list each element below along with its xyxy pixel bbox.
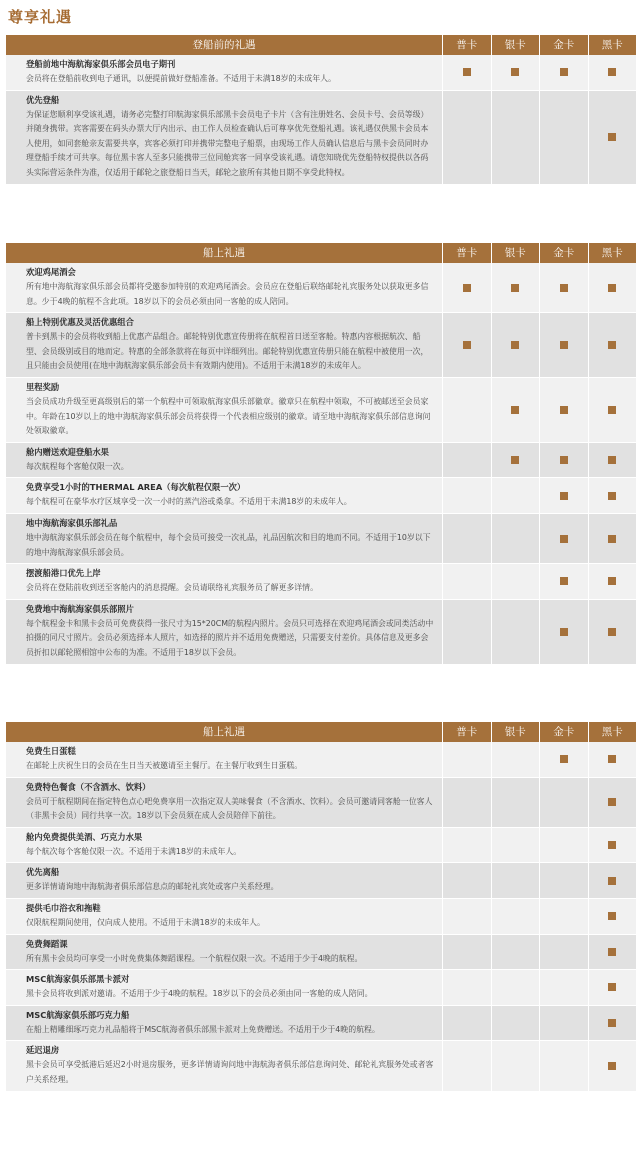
benefit-row <box>6 742 636 778</box>
tier-cell-regular <box>442 828 491 863</box>
tier-cell-regular <box>442 742 491 777</box>
benefit-row <box>6 564 636 600</box>
benefit-row <box>6 778 636 828</box>
included-marker-icon <box>560 406 568 414</box>
section-title: 船上礼遇 <box>203 726 245 738</box>
tier-cell-regular <box>442 263 491 312</box>
tier-header-black: 黑卡 <box>588 722 637 742</box>
tier-cell-gold <box>539 443 588 478</box>
benefit-text <box>6 91 442 184</box>
tier-cell-black <box>588 899 637 934</box>
tier-cell-regular <box>442 313 491 377</box>
included-marker-icon <box>560 456 568 464</box>
benefit-row <box>6 1006 636 1042</box>
tier-cell-regular <box>442 863 491 898</box>
included-marker-icon <box>608 492 616 500</box>
section-pre-boarding <box>6 35 636 185</box>
benefit-title: 登船前地中海航海家俱乐部会员电子期刊 <box>26 59 176 69</box>
benefit-title: 免费特色餐食（不含酒水、饮料） <box>26 781 151 792</box>
benefit-title: 地中海航海家俱乐部礼品 <box>26 517 118 528</box>
included-marker-icon <box>560 755 568 763</box>
tier-cell-gold <box>539 263 588 312</box>
benefit-description: 每个航程金卡和黑卡会员可免费获得一张尺寸为15*20CM的航程内照片。会员只可选择在欢迎鸡尾酒会或同类活动中拍摄的同尺寸照片。会员必须选择本人照片，如选择的照片并不适用免费赠送，只需要支付差价。具体信息及更多会员折扣以邮轮照相馆中公布的为准。不适用于18岁以下会员。 <box>26 618 434 657</box>
tier-cell-black <box>588 970 637 1005</box>
tier-cell-regular <box>442 478 491 513</box>
included-marker-icon <box>608 841 616 849</box>
tier-cell-silver <box>491 1006 540 1041</box>
tier-cell-black <box>588 263 637 312</box>
tier-cell-gold <box>539 313 588 377</box>
tier-cell-gold <box>539 863 588 898</box>
section-title: 登船前的礼遇 <box>192 39 256 51</box>
included-marker-icon <box>608 406 616 414</box>
benefit-description: 所有地中海航海家俱乐部会员都将受邀参加特别的欢迎鸡尾酒会。会员应在登船后联络邮轮礼宾服务处以获取更多信息。少于4晚的航程不含此项。18岁以下的会员必须由同一客舱的成人陪同。 <box>26 282 429 306</box>
tier-cell-silver <box>491 828 540 863</box>
benefit-description: 仅限航程期间使用，仅向成人使用。不适用于未满18岁的未成年人。 <box>26 917 265 927</box>
included-marker-icon <box>560 341 568 349</box>
tier-cell-gold <box>539 899 588 934</box>
tier-cell-gold <box>539 478 588 513</box>
included-marker-icon <box>608 68 616 76</box>
benefit-title: 摆渡船港口优先上岸 <box>26 568 101 579</box>
benefit-description: 更多详情请询地中海航海者俱乐部信息点的邮轮礼宾处或客户关系经理。 <box>26 882 279 892</box>
benefit-description: 每个航次每个客舱仅限一次。不适用于未满18岁的未成年人。 <box>26 846 242 856</box>
benefit-description: 所有黑卡会员均可享受一小时免费集体舞蹈课程。一个航程仅限一次。不适用于少于4晚的航程。 <box>26 953 363 963</box>
included-marker-icon <box>608 133 616 141</box>
section-header <box>6 722 636 742</box>
tier-cell-gold <box>539 55 588 90</box>
tier-cell-silver <box>491 55 540 90</box>
tier-cell-gold <box>539 564 588 599</box>
benefit-title: MSC航海家俱乐部巧克力船 <box>26 1009 130 1020</box>
section-onboard-premium <box>6 722 636 1092</box>
included-marker-icon <box>511 284 519 292</box>
benefit-text <box>6 863 442 898</box>
tier-cell-silver <box>491 863 540 898</box>
included-marker-icon <box>511 406 519 414</box>
benefit-text <box>6 55 442 90</box>
tier-cell-gold <box>539 742 588 777</box>
benefit-text <box>6 935 442 970</box>
tier-cell-gold <box>539 600 588 664</box>
tier-cell-black <box>588 1006 637 1041</box>
benefit-title: 提供毛巾浴衣和拖鞋 <box>26 902 101 913</box>
tier-cell-silver <box>491 514 540 563</box>
tier-cell-silver <box>491 970 540 1005</box>
tier-cell-regular <box>442 1041 491 1090</box>
tier-cell-silver <box>491 263 540 312</box>
included-marker-icon <box>560 492 568 500</box>
tier-cell-silver <box>491 899 540 934</box>
included-marker-icon <box>511 68 519 76</box>
tier-cell-silver <box>491 478 540 513</box>
tier-cell-gold <box>539 778 588 827</box>
benefit-title: 优先登船 <box>26 94 60 105</box>
included-marker-icon <box>608 983 616 991</box>
benefit-row <box>6 600 636 665</box>
tier-cell-black <box>588 91 637 184</box>
tier-cell-black <box>588 478 637 513</box>
tier-cell-gold <box>539 1006 588 1041</box>
included-marker-icon <box>608 948 616 956</box>
included-marker-icon <box>511 456 519 464</box>
tier-cell-regular <box>442 514 491 563</box>
tier-cell-gold <box>539 91 588 184</box>
benefit-description: 为保证您顺利享受该礼遇，请务必完整打印航海家俱乐部黑卡会员电子卡片（含有注册姓名、会员卡号、会员等级）并随身携带。宾客需要在码头办票大厅内出示、由工作人员检查确认后可尊享优先登船礼遇。该礼遇仅供黑卡会员本人使用，如同套舱亲友需要共享，宾客必须打印并携带完整电子船票，由现场工作人员确认信息后与黑卡会员同时办理登船手续才可共享。每位黑卡客人至多只能携带三位同舱宾客一同享受该礼遇。请您知晓优先登船特权提供以各码头实际营运条件为准，仅适用于邮轮之旅登船日当天，邮轮之旅所有其他日期不享受此特权。 <box>26 109 429 177</box>
tier-cell-regular <box>442 91 491 184</box>
included-marker-icon <box>608 535 616 543</box>
benefit-text <box>6 742 442 777</box>
tier-header-regular: 普卡 <box>442 722 491 742</box>
benefit-title: 免费地中海航海家俱乐部照片 <box>26 603 134 614</box>
section-header <box>6 243 636 263</box>
benefit-description: 每个航程可在豪华水疗区域享受一次一小时的蒸汽浴或桑拿。不适用于未满18岁的未成年人。 <box>26 497 352 507</box>
tier-cell-black <box>588 778 637 827</box>
benefit-text <box>6 1041 442 1090</box>
benefit-description: 在船上精雕细琢巧克力礼品船将于MSC航海者俱乐部黑卡派对上免费赠送。不适用于少于4晚的航程。 <box>26 1024 380 1034</box>
tier-cell-regular <box>442 55 491 90</box>
included-marker-icon <box>463 284 471 292</box>
tier-header-silver: 银卡 <box>491 35 540 55</box>
benefit-text <box>6 313 442 377</box>
tier-cell-black <box>588 742 637 777</box>
included-marker-icon <box>608 755 616 763</box>
included-marker-icon <box>511 341 519 349</box>
section-onboard <box>6 243 636 665</box>
tier-cell-regular <box>442 899 491 934</box>
tier-header-regular: 普卡 <box>442 35 491 55</box>
benefit-description: 在邮轮上庆祝生日的会员在生日当天被邀请至主餐厅。在主餐厅收到生日蛋糕。 <box>26 761 303 770</box>
included-marker-icon <box>560 68 568 76</box>
included-marker-icon <box>560 284 568 292</box>
benefit-title: 欢迎鸡尾酒会 <box>26 267 76 277</box>
benefit-text <box>6 600 442 664</box>
benefit-description: 地中海航海家俱乐部会员在每个航程中，每个会员可接受一次礼品，礼品因航次和目的地而不同。不适用于10岁以下的地中海航海家俱乐部会员。 <box>26 532 431 557</box>
tier-cell-regular <box>442 564 491 599</box>
page-title: 尊享礼遇 <box>8 8 73 26</box>
benefit-description: 当会员成功升级至更高级别后的第一个航程中可领取航海家俱乐部徽章。徽章只在航程中领取，不可被邮送至会员家中。年龄在10岁以上的地中海航海家俱乐部会员将获得一个代表相应级别的徽章。请至地中海航海家俱乐部信息询问处领取徽章。 <box>26 396 431 436</box>
tier-header-black: 黑卡 <box>588 243 637 263</box>
tier-cell-regular <box>442 778 491 827</box>
benefit-text <box>6 828 442 863</box>
included-marker-icon <box>560 535 568 543</box>
tier-header-regular: 普卡 <box>442 243 491 263</box>
tier-cell-regular <box>442 443 491 478</box>
included-marker-icon <box>608 1062 616 1070</box>
benefit-row <box>6 313 636 378</box>
benefit-title: 优先离船 <box>26 867 60 878</box>
benefit-text <box>6 970 442 1005</box>
benefit-row <box>6 970 636 1006</box>
benefit-description: 黑卡会员将收到派对邀请。不适用于少于4晚的航程。18岁以下的会员必须由同一客舱的成人陪同。 <box>26 989 373 999</box>
tier-cell-black <box>588 828 637 863</box>
benefit-description: 每次航程每个客舱仅限一次。 <box>26 461 129 471</box>
benefit-row <box>6 378 636 443</box>
benefit-title: 里程奖励 <box>26 381 60 392</box>
benefit-row <box>6 91 636 185</box>
tier-cell-silver <box>491 742 540 777</box>
tier-cell-regular <box>442 600 491 664</box>
benefit-text <box>6 263 442 312</box>
tier-cell-gold <box>539 970 588 1005</box>
tier-cell-black <box>588 564 637 599</box>
benefit-row <box>6 828 636 864</box>
included-marker-icon <box>560 628 568 636</box>
included-marker-icon <box>608 1019 616 1027</box>
benefit-row <box>6 55 636 91</box>
benefit-row <box>6 899 636 935</box>
benefit-text <box>6 899 442 934</box>
tier-cell-gold <box>539 828 588 863</box>
benefit-row <box>6 443 636 479</box>
benefit-text <box>6 478 442 513</box>
included-marker-icon <box>608 284 616 292</box>
benefit-row <box>6 1041 636 1091</box>
tier-cell-black <box>588 313 637 377</box>
benefit-row <box>6 863 636 899</box>
included-marker-icon <box>463 341 471 349</box>
included-marker-icon <box>608 577 616 585</box>
included-marker-icon <box>608 628 616 636</box>
benefit-title: 舱内免费提供美酒、巧克力水果 <box>26 831 143 842</box>
benefit-description: 会员将在登船前收到电子通讯，以便提前做好登船准备。不适用于未满18岁的未成年人。 <box>26 74 336 83</box>
section-title: 船上礼遇 <box>203 247 245 259</box>
tier-cell-silver <box>491 443 540 478</box>
benefit-description: 会员可于航程期间在指定特色点心吧免费享用一次指定双人美味餐食（不含酒水、饮料）。会员可邀请同客舱一位客人（非黑卡会员）同行共享一次。18岁以下会员须在成人会员陪伴下前往。 <box>26 796 433 821</box>
benefit-title: 免费舞蹈课 <box>26 938 68 949</box>
tier-cell-gold <box>539 1041 588 1090</box>
benefit-title: 延迟退房 <box>26 1045 60 1056</box>
tier-header-silver: 银卡 <box>491 722 540 742</box>
tier-cell-black <box>588 1041 637 1090</box>
benefit-row <box>6 514 636 564</box>
included-marker-icon <box>608 341 616 349</box>
benefit-text <box>6 1006 442 1041</box>
tier-cell-regular <box>442 970 491 1005</box>
tier-cell-black <box>588 378 637 442</box>
benefit-title: 舱内赠送欢迎登船水果 <box>26 446 109 457</box>
included-marker-icon <box>463 68 471 76</box>
tier-cell-black <box>588 514 637 563</box>
tier-cell-silver <box>491 935 540 970</box>
benefit-description: 会员将在登陆前收到送至客舱内的消息提醒。会员请联络礼宾服务员了解更多详情。 <box>26 583 318 593</box>
tier-cell-gold <box>539 935 588 970</box>
tier-header-gold: 金卡 <box>539 243 588 263</box>
tier-cell-silver <box>491 313 540 377</box>
included-marker-icon <box>608 912 616 920</box>
included-marker-icon <box>608 798 616 806</box>
tier-cell-regular <box>442 935 491 970</box>
benefit-text <box>6 443 442 478</box>
benefit-text <box>6 378 442 442</box>
tier-cell-black <box>588 55 637 90</box>
included-marker-icon <box>608 877 616 885</box>
section-header <box>6 35 636 55</box>
tier-cell-silver <box>491 1041 540 1090</box>
tier-cell-regular <box>442 378 491 442</box>
benefit-title: 免费生日蛋糕 <box>26 746 76 756</box>
benefit-description: 黑卡会员可享受抵港后延迟2小时退房服务，更多详情请询问地中海航海者俱乐部信息询问处、邮轮礼宾服务处或者客户关系经理。 <box>26 1060 434 1084</box>
benefit-title: MSC航海家俱乐部黑卡派对 <box>26 974 130 985</box>
benefit-row <box>6 478 636 514</box>
benefit-text <box>6 564 442 599</box>
benefit-row <box>6 935 636 971</box>
tier-header-gold: 金卡 <box>539 35 588 55</box>
tier-header-silver: 银卡 <box>491 243 540 263</box>
benefit-title: 船上特别优惠及灵活优惠组合 <box>26 317 134 328</box>
tier-header-gold: 金卡 <box>539 722 588 742</box>
tier-cell-regular <box>442 1006 491 1041</box>
tier-cell-gold <box>539 378 588 442</box>
benefit-text <box>6 778 442 827</box>
benefit-row <box>6 263 636 313</box>
tier-cell-gold <box>539 514 588 563</box>
tier-cell-silver <box>491 600 540 664</box>
tier-cell-black <box>588 935 637 970</box>
tier-cell-silver <box>491 378 540 442</box>
benefit-text <box>6 514 442 563</box>
tier-cell-black <box>588 863 637 898</box>
included-marker-icon <box>608 456 616 464</box>
tier-cell-silver <box>491 564 540 599</box>
tier-cell-silver <box>491 778 540 827</box>
benefit-description: 普卡到黑卡的会员将收到船上优惠产品组合。邮轮特别优惠宣传册将在航程首日送至客舱。特惠内容根据航次、船型、会员级别或目的地而定。特惠的全部条款将在每页中详细列出。邮轮特别优惠宣传册只能在航程中被使用一次，且只能由会员使用(在地中海航海家俱乐部会员卡有效期内使用)。不适用于未满18岁的未成年人。 <box>26 332 429 371</box>
tier-cell-black <box>588 443 637 478</box>
tier-cell-black <box>588 600 637 664</box>
included-marker-icon <box>560 577 568 585</box>
benefit-title: 免费享受1小时的THERMAL AREA（每次航程仅限一次） <box>26 482 246 493</box>
tier-cell-silver <box>491 91 540 184</box>
tier-header-black: 黑卡 <box>588 35 637 55</box>
